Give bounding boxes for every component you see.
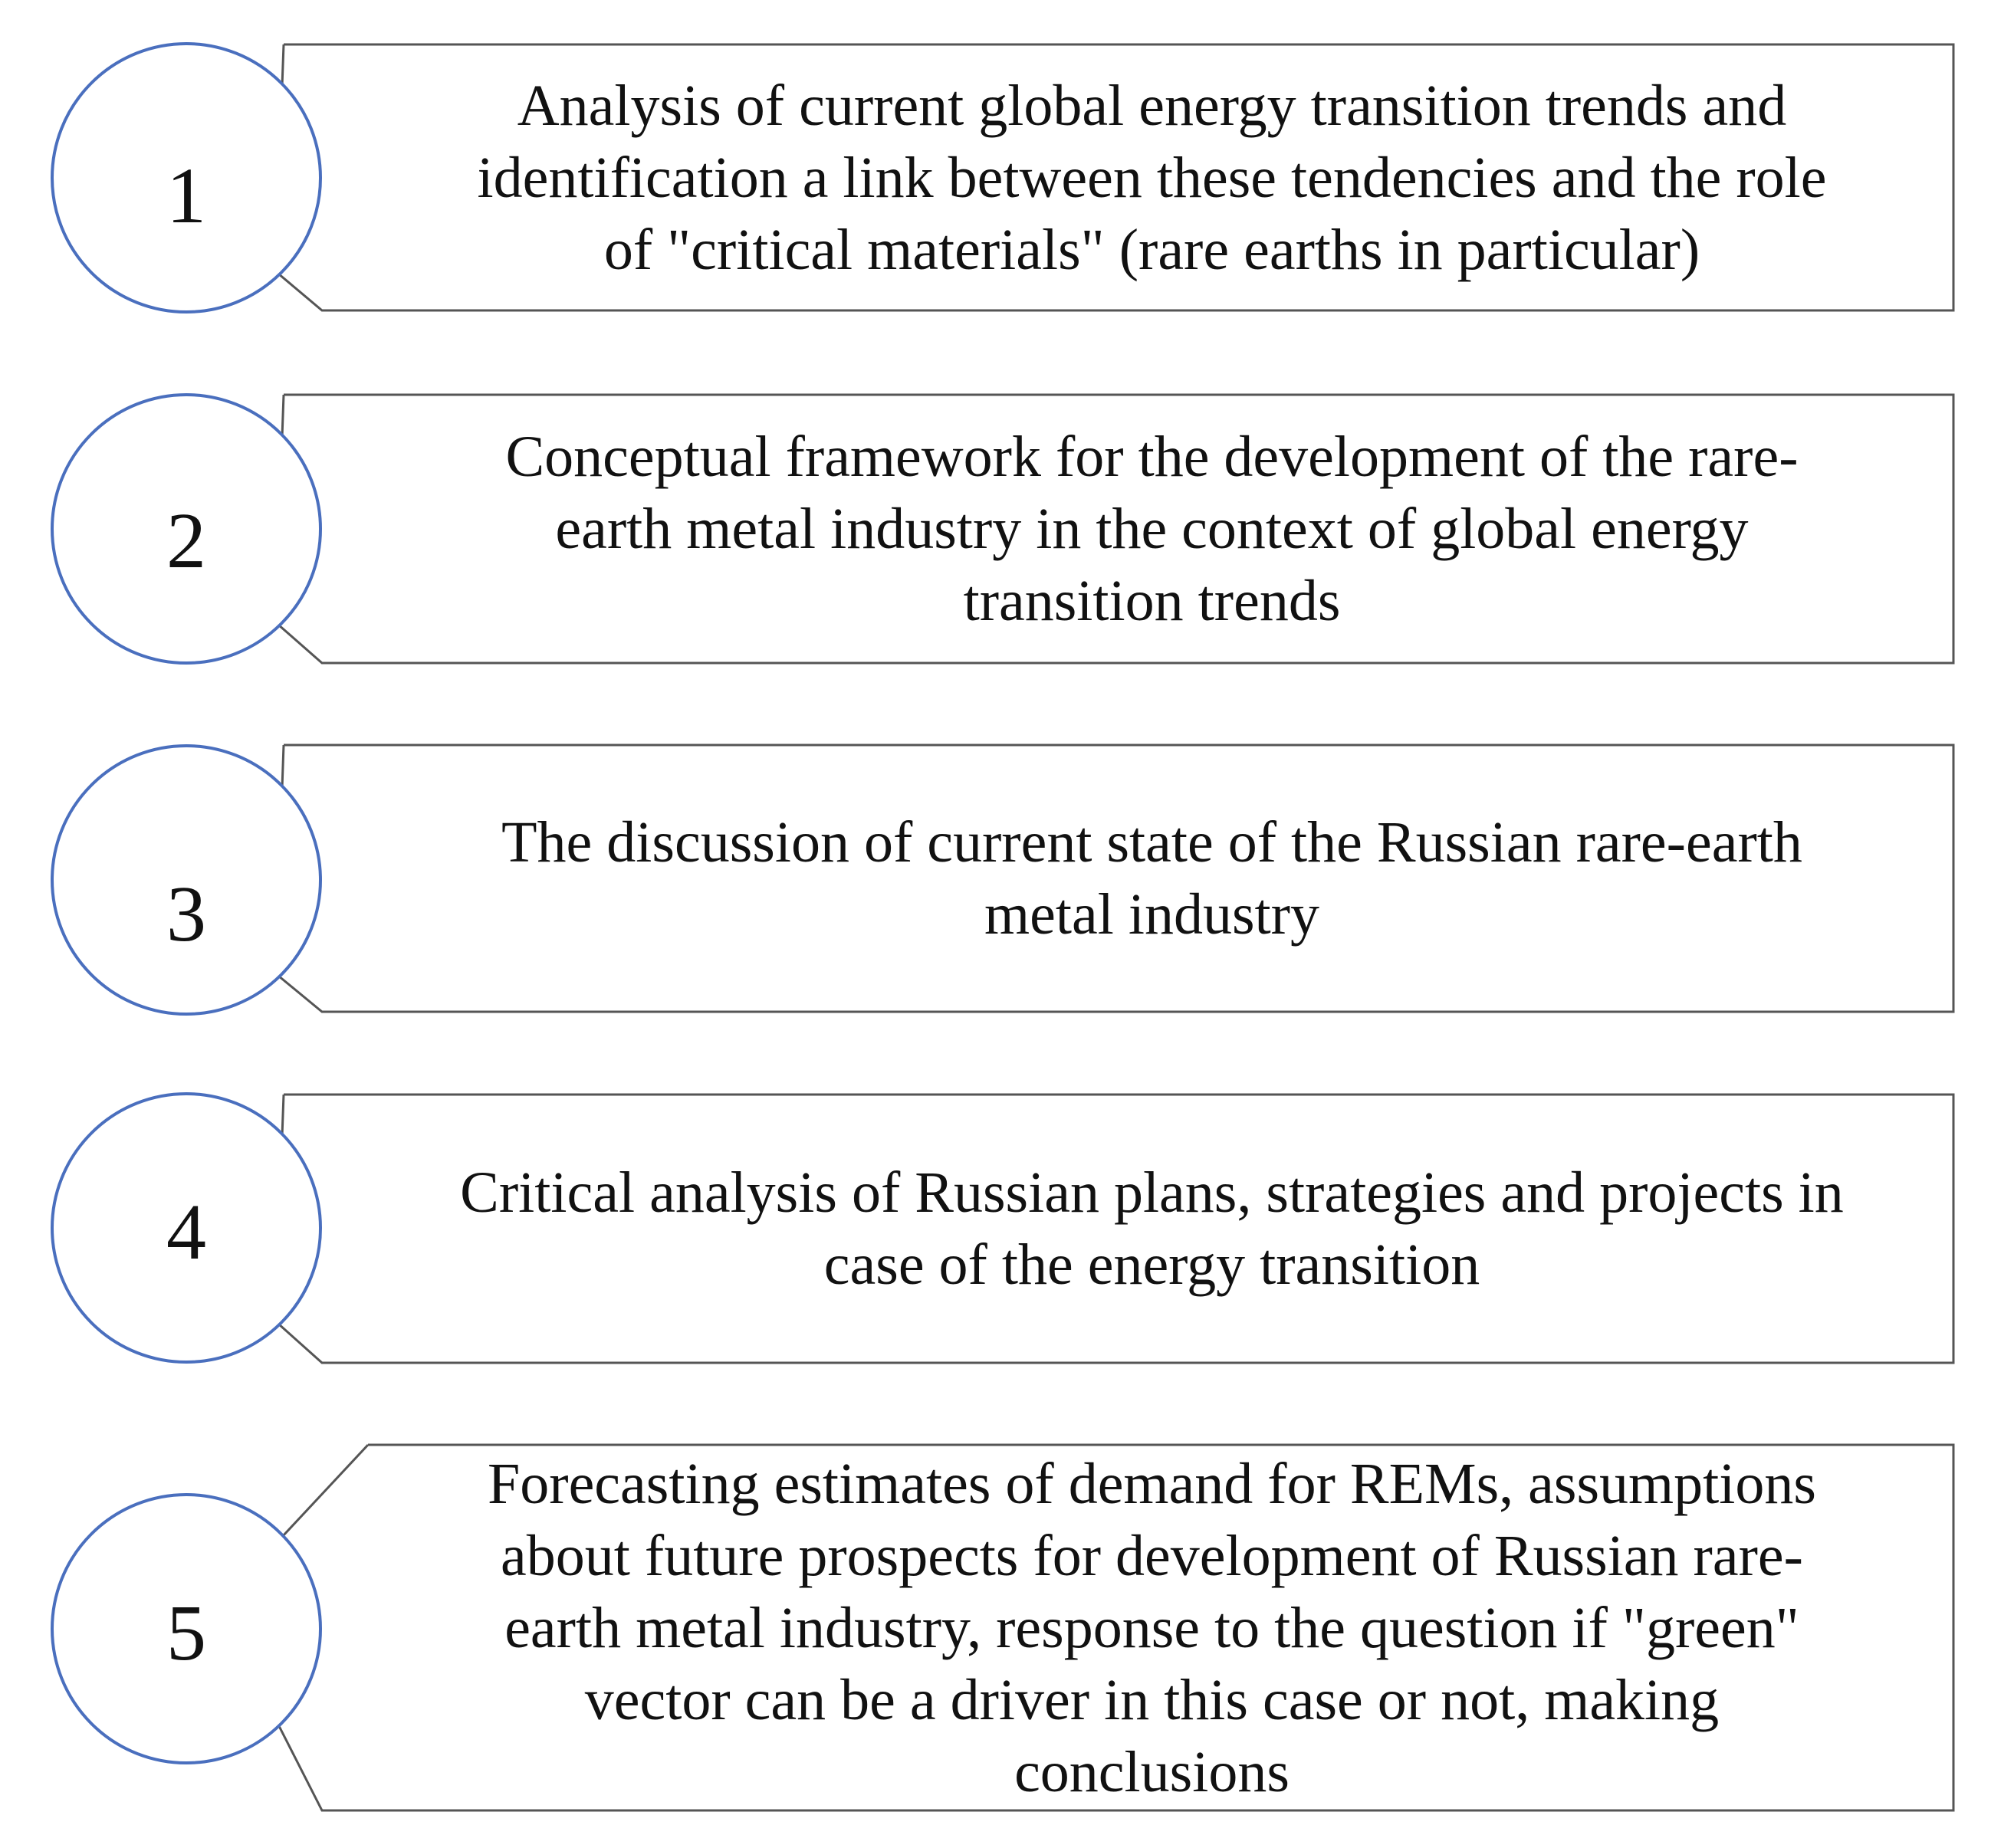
step-4-callout-neck bbox=[282, 1095, 284, 1136]
step-3-callout-neck bbox=[282, 745, 284, 788]
step-5-text: Forecasting estimates of demand for REMs, assumptions about future prospects for development of Russian rare- earth metal industry, response to the question if "green" vector can be a driver in this case or not, making conclusions bbox=[488, 1451, 1816, 1804]
step-1-callout-neck bbox=[282, 44, 284, 86]
step-3-number: 3 bbox=[166, 869, 206, 958]
step-2-text: Conceptual framework for the development of the rare- earth metal industry in the context of global energy transition trends bbox=[505, 425, 1799, 633]
step-5-number: 5 bbox=[166, 1588, 206, 1677]
step-1-number: 1 bbox=[166, 151, 206, 240]
step-5-callout-neck bbox=[282, 1445, 368, 1537]
step-1-text: Analysis of current global energy transition trends and identification a link between these tendencies and the role of "critical materials" (rare earths in particular) bbox=[477, 73, 1827, 282]
step-2-number: 2 bbox=[166, 496, 206, 585]
step-4-number: 4 bbox=[166, 1187, 206, 1276]
step-3-text: The discussion of current state of the Russian rare-earth metal industry bbox=[501, 810, 1802, 947]
step-4-text: Critical analysis of Russian plans, strategies and projects in case of the energy transition bbox=[460, 1160, 1844, 1297]
step-2-callout-neck bbox=[282, 395, 284, 437]
